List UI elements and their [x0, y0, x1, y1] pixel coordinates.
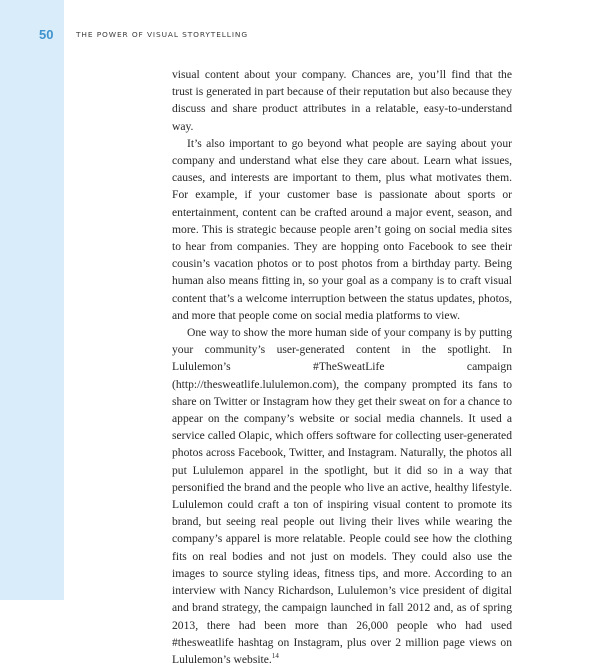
endnote-reference[interactable]: 14	[271, 651, 279, 660]
body-text	[172, 66, 512, 668]
paragraph-3-text: One way to show the more human side of your company is by putting your community’s user-generated content in the spotlight. In Lululemon’s #TheSweatLife campaign (http://thesweatlife.lululemon.com), the company prompted its fans to share on Twitter or Instagram how they get their sweat on for a chance to appear on the company’s website or social media channels. It used a service called Olapic, which offers software for collecting user-generated photos across Facebook, Twitter, and Instagram. Naturally, the photos all put Lululemon apparel in the spotlight, but it did so in a way that personified the brand and the people who live an active, healthy lifestyle. Lululemon could craft a ton of inspiring visual content to promote its brand, but seeing real people out living their lives while wearing the company’s apparel is more relatable. People could see how the clothing fits on real bodies and not just on models. They could also use the images to source styling ideas, fitness tips, and more. According to an interview with Nancy Richardson, Lululemon’s vice president of digital and brand strategy, the campaign launched in fall 2012 and, as of spring 2013, there had been more than 26,000 people who had used #thesweatlife hashtag on Instagram, plus over 2 million page views on Lululemon’s website.	[172, 326, 512, 666]
running-title: THE POWER OF VISUAL STORYTELLING	[76, 30, 248, 39]
paragraph-2: It’s also important to go beyond what people are saying about your company and understand what else they care about. Learn what issues, causes, and interests are important to them, plus what motivates them. For example, if your customer base is passionate about sports or entertainment, content can be crafted around a major event, season, and more. This is strategic because people aren’t going on social media sites to hear from companies. They are hopping onto Facebook to see their cousin’s vacation photos or to post photos from a birthday party. Being human also means fitting in, so your goal as a company is to craft visual content that’s a welcome interruption between the status updates, photos, and more that people come on social media platforms to view.	[172, 136, 512, 322]
paragraph-3	[172, 324, 512, 668]
page-header	[0, 27, 600, 47]
page-number: 50	[39, 27, 54, 42]
margin-band	[0, 0, 64, 600]
paragraph-1: visual content about your company. Chances are, you’ll find that the trust is generated in part because of their reputation but also because they discuss and share product attributes in a relatable, easy-to-understand way.	[172, 68, 512, 133]
